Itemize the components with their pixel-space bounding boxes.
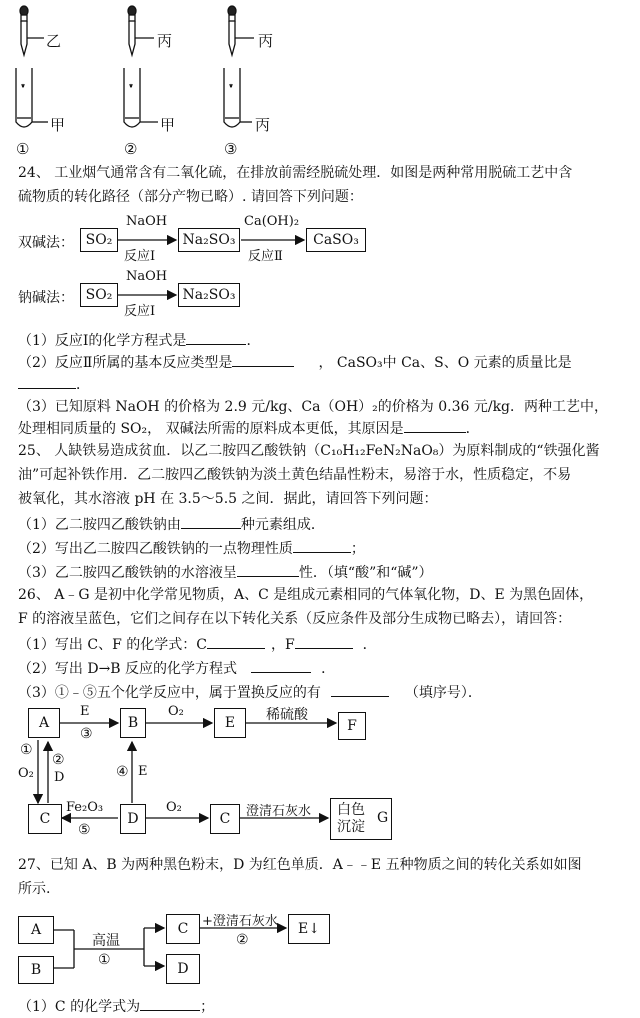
node-e: E↓ [288, 914, 330, 944]
label-limewater: +澄清石灰水 [202, 914, 278, 929]
answer-blank[interactable] [295, 634, 353, 649]
q26-part-3: （3）①﹣⑤五个化学反应中，属于置换反应的有 （填序号）． [18, 682, 482, 702]
q24-part-3-cont: 处理相同质量的 SO₂， 双碱法所需的原料成本更低，其原因是 ． [18, 418, 480, 438]
answer-blank[interactable] [181, 514, 241, 529]
tube-label-1: 甲 [50, 116, 66, 134]
label-num-2: ② [236, 932, 249, 948]
node-g [330, 798, 392, 840]
label-naoh-b: NaOH [126, 269, 168, 284]
label-ab-num: ③ [80, 726, 93, 742]
q25-part-1: （1）乙二胺四乙酸铁钠由 种元素组成． [18, 514, 325, 534]
tube-number-3: ③ [224, 140, 238, 158]
label-caoh2: Ca(OH)₂ [244, 214, 300, 229]
node-c-2: C [210, 804, 240, 834]
q27-intro-1: 27、已知 A、B 为两种黑色粉末，D 为红色单质．A﹣﹣E 五种物质之间的转化关系如如图 [18, 857, 582, 873]
q24-part-2: （2）反应Ⅱ所属的基本反应类型是 ， CaSO₃中 Ca、S、O 元素的质量比是 [18, 352, 572, 372]
q24-part-1: （1）反应Ⅰ的化学方程式是 ． [18, 330, 260, 350]
node-b: B [120, 708, 146, 738]
tube-2 [124, 68, 158, 127]
q27-part-1: （1）C 的化学式为 ； [18, 996, 214, 1016]
answer-blank[interactable] [207, 634, 265, 649]
q25-intro-1: 25、 人缺铁易造成贫血．以乙二胺四乙酸铁钠（C₁₀H₁₂FeN₂NaO₈）为原料制成的“铁强化酱 [18, 443, 600, 459]
q26-intro-1: 26、 A﹣G 是初中化学常见物质，A、C 是组成元素相同的气体氧化物，D、E 为黑色固体， [18, 587, 594, 603]
label-ab-e: E [80, 704, 90, 719]
box-so2: SO₂ [80, 228, 118, 252]
q25-intro-3: 被氧化，其水溶液 pH 在 3.5～5.5 之间．据此，请回答下列问题： [18, 491, 438, 507]
dropper-label-3: 丙 [258, 32, 274, 50]
label-high-temp: 高温 [92, 933, 120, 949]
q24-intro-1: 24、 工业烟气通常含有二氧化硫，在排放前需经脱硫处理．如图是两种常用脱硫工艺中含 [18, 165, 573, 181]
q25-part-2: （2）写出乙二胺四乙酸铁钠的一点物理性质 ； [18, 538, 365, 558]
dropper-1 [20, 6, 44, 55]
label-ac-num: ① [20, 742, 33, 758]
label-reaction-1: 反应Ⅰ [124, 249, 156, 264]
answer-blank[interactable] [232, 352, 294, 367]
q26-part-2: （2）写出 D→B 反应的化学方程式 ． [18, 658, 335, 678]
q27-intro-2: 所示. [18, 881, 51, 897]
dropper-label-1: 乙 [46, 32, 62, 50]
q24-part-3: （3）已知原料 NaOH 的价格为 2.9 元/kg、Ca（OH）₂的价格为 0.36 元/kg．两种工艺中， [18, 399, 609, 415]
box-na2so3: Na₂SO₃ [178, 228, 240, 252]
answer-blank[interactable] [140, 996, 200, 1011]
label-reaction-2: 反应Ⅱ [248, 249, 283, 264]
node-b: B [18, 956, 54, 984]
node-a: A [28, 708, 60, 738]
dropper-3 [228, 6, 254, 55]
label-db-e: E [138, 764, 148, 779]
label-ca-d: D [54, 770, 65, 785]
box-so2-b: SO₂ [80, 283, 118, 307]
label-dc2-o2: O₂ [166, 800, 182, 815]
node-e: E [214, 708, 246, 738]
label-naoh: NaOH [126, 214, 168, 229]
tube-label-3: 丙 [255, 116, 271, 134]
node-d: D [166, 954, 200, 984]
label-dc-num: ⑤ [78, 822, 91, 838]
node-g-letter: G [377, 810, 389, 826]
node-d: D [120, 804, 146, 834]
answer-blank[interactable] [293, 538, 351, 553]
tube-3 [224, 68, 252, 127]
tube-number-2: ② [124, 140, 138, 158]
tube-1 [16, 68, 48, 127]
q24-intro-2: 硫物质的转化路径（部分产物已略）. 请回答下列问题： [18, 189, 363, 205]
label-ac-o2: O₂ [18, 766, 34, 781]
answer-blank[interactable] [18, 374, 76, 389]
label-dc-fe2o3: Fe₂O₃ [66, 800, 104, 815]
answer-blank[interactable] [251, 658, 311, 673]
q26-intro-2: F 的溶液呈蓝色，它们之间存在以下转化关系（反应条件及部分生成物已略去），请回答： [18, 611, 572, 627]
double-alkali-label: 双碱法： [18, 235, 74, 251]
label-cg-limewater: 澄清石灰水 [246, 804, 312, 819]
box-caso3: CaSO₃ [306, 228, 366, 252]
label-db-num: ④ [116, 764, 129, 780]
answer-blank[interactable] [331, 682, 389, 697]
label-reaction-1-b: 反应Ⅰ [124, 304, 156, 319]
node-a: A [18, 916, 54, 944]
tube-number-1: ① [16, 140, 30, 158]
node-g-text-2: 沉淀 [337, 819, 365, 835]
dropper-2 [128, 6, 154, 55]
q25-part-3: （3）乙二胺四乙酸铁钠的水溶液呈 性．（填“酸”和“碱”） [18, 562, 433, 582]
test-tube-drawing [0, 0, 640, 160]
node-g-text-1: 白色 [337, 802, 365, 818]
dropper-label-2: 丙 [157, 32, 173, 50]
q24-part-2-cont: ． [18, 374, 90, 394]
tube-label-2: 甲 [160, 116, 176, 134]
label-be-o2: O₂ [168, 704, 184, 719]
answer-blank[interactable] [237, 562, 299, 577]
label-num-1: ① [98, 952, 111, 968]
label-ca-num: ② [52, 752, 65, 768]
box-na2so3-b: Na₂SO₃ [178, 283, 240, 307]
node-c-1: C [28, 804, 62, 834]
q26-part-1: （1）写出 C、F 的化学式：C ，F ． [18, 634, 377, 654]
answer-blank[interactable] [404, 418, 466, 433]
q25-intro-2: 油”可起补铁作用．乙二胺四乙酸铁钠为淡土黄色结晶性粉末，易溶于水，性质稳定，不易 [18, 467, 572, 483]
node-f: F [338, 712, 366, 740]
label-ef-acid: 稀硫酸 [266, 707, 308, 723]
answer-blank[interactable] [186, 330, 246, 345]
sodium-alkali-label: 钠碱法： [18, 290, 74, 306]
node-c: C [166, 914, 200, 944]
